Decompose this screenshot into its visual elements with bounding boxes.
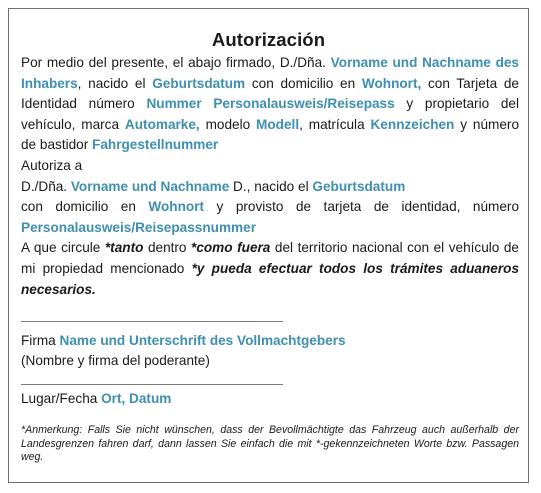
text-customs: *y pueda efectuar todos los trámites aduaneros necesarios. <box>21 260 519 297</box>
field-owner-id-number[interactable]: Nummer Personalausweis/Reisepass <box>146 96 395 112</box>
text-como-fuera: *como fuera <box>191 240 271 256</box>
text-dentro: dentro <box>143 240 192 256</box>
field-owner-birthdate[interactable]: Geburtsdatum <box>152 75 246 91</box>
field-authorized-name[interactable]: Vorname und Nachname <box>70 178 230 194</box>
text-owner-vehicle: y propietario del vehículo, marca <box>21 96 519 132</box>
authorization-paragraph <box>21 53 519 300</box>
place-date-row <box>21 389 171 410</box>
text-territory: del territorio nacional con el vehículo de mi propiedad mencionado <box>21 240 519 276</box>
signature-line <box>21 321 283 322</box>
text-tanto: *tanto <box>104 240 144 256</box>
text-circulate: A que circule <box>21 240 105 256</box>
field-owner-name[interactable]: Vorname und Nachname des Inhabers <box>21 55 519 91</box>
text-authorized-born: D., nacido el <box>229 178 313 194</box>
text-vin: y número de bastidor <box>21 116 520 153</box>
text-authorized-id: y provisto de tarjeta de identidad, número <box>204 199 520 215</box>
field-vehicle-plate[interactable]: Kennzeichen <box>370 116 455 132</box>
text-plate: , matrícula <box>299 116 371 132</box>
field-vehicle-model[interactable]: Modell <box>256 116 300 132</box>
signature-subtitle: (Nombre y firma del poderante) <box>21 353 210 368</box>
authorization-form <box>8 8 529 483</box>
signature-label: Firma <box>21 333 60 348</box>
footnote: *Anmerkung: Falls Sie nicht wünschen, dass der Bevollmächtigte das Fahrzeug auch außerhalb der Landesgrenzen fahren darf, dann lassen Sie einfach die mit *-gekennzeichneten Worte bzw. Passagen weg. <box>21 424 519 463</box>
text-authorized-domicile: con domicilio en <box>21 199 149 215</box>
field-authorized-birthdate[interactable]: Geburtsdatum <box>312 178 406 194</box>
field-place-date[interactable]: Ort, Datum <box>101 391 172 406</box>
field-vehicle-make[interactable]: Automarke, <box>124 116 200 132</box>
field-vehicle-vin[interactable]: Fahrgestellnummer <box>92 137 219 153</box>
field-authorized-residence[interactable]: Wohnort <box>148 199 205 215</box>
text-model: modelo <box>199 116 257 132</box>
text-domicile: con domicilio en <box>245 75 362 91</box>
text-intro: Por medio del presente, el abajo firmado, D./Dña. <box>21 55 331 70</box>
text-autoriza: Autoriza a <box>21 157 83 173</box>
place-date-label: Lugar/Fecha <box>21 391 102 406</box>
signature-row <box>21 331 346 352</box>
text-id-card: con Tarjeta de Identidad número <box>21 75 519 112</box>
field-authorized-id-number[interactable]: Personalausweis/Reisepassnummer <box>21 219 256 235</box>
field-signature[interactable]: Name und Unterschrift des Vollmachtgebers <box>59 333 346 348</box>
text-born: , nacido el <box>77 75 153 91</box>
field-owner-residence[interactable]: Wohnort, <box>361 75 422 91</box>
place-date-line <box>21 384 283 385</box>
text-authorized-prefix: D./Dña. <box>21 178 71 194</box>
document-title: Autorización <box>211 29 326 50</box>
